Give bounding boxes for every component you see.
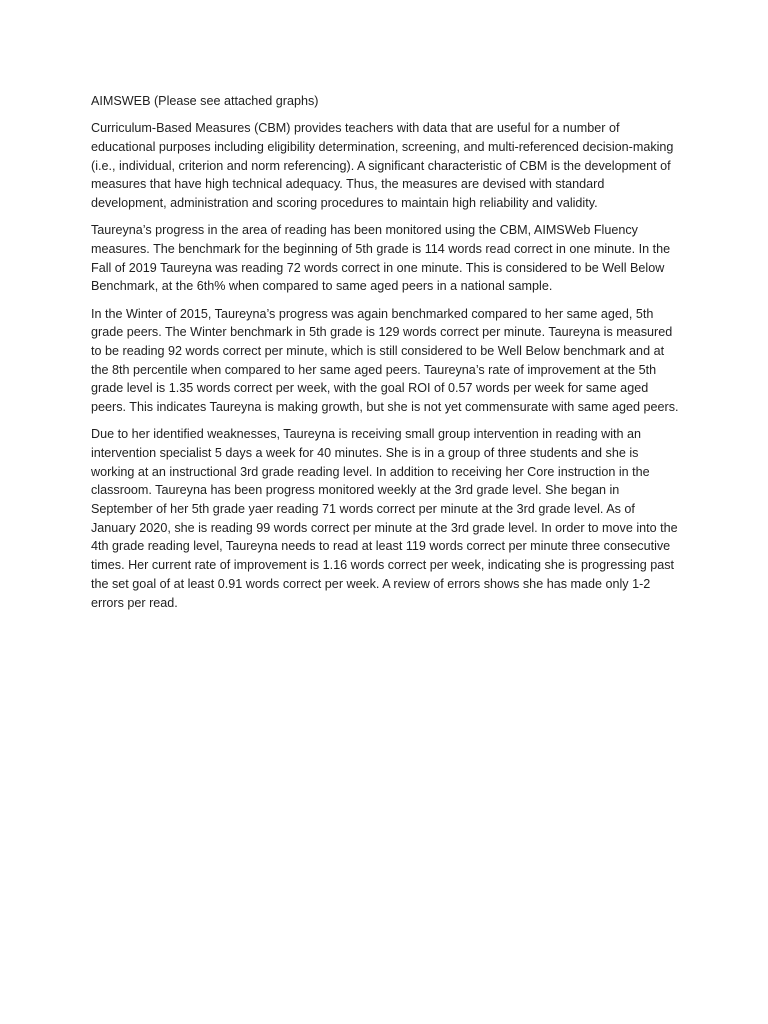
- paragraph-winter-benchmark: In the Winter of 2015, Taureyna’s progress was again benchmarked compared to her same aged, 5th grade peers. The Winter benchmark in 5th grade is 129 words correct per minute. Taureyna is measured to be reading 92 words correct per minute, which is still considered to be Well Below benchmark and at the 8th percentile when compared to her same aged peers. Taureyna’s rate of improvement at the 5th grade level is 1.35 words correct per week, with the goal ROI of 0.57 words per week for same aged peers. This indicates Taureyna is making growth, but she is not yet commensurate with same aged peers.: [91, 306, 679, 415]
- document-heading: AIMSWEB (Please see attached graphs): [91, 94, 319, 108]
- paragraph-cbm-overview: Curriculum-Based Measures (CBM) provides teachers with data that are useful for a number of educational purposes including eligibility determination, screening, and multi-referenced decision-making (i.e., individual, criterion and norm referencing). A significant characteristic of CBM is the development of measures that have high technical adequacy. Thus, the measures are devised with standard development, administration and scoring procedures to maintain high reliability and validity.: [91, 121, 674, 211]
- paragraph-intervention: Due to her identified weaknesses, Taureyna is receiving small group intervention in reading with an intervention specialist 5 days a week for 40 minutes. She is in a group of three students and she is working at an instructional 3rd grade reading level. In addition to receiving her Core instruction in the classroom. Taureyna has been progress monitored weekly at the 3rd grade level. She began in September of her 5th grade yaer reading 71 words correct per minute at the 3rd grade level. As of January 2020, she is reading 99 words correct per minute at the 3rd grade level. In order to move into the 4th grade reading level, Taureyna needs to read at least 119 words correct per minute three consecutive times. Her current rate of improvement is 1.16 words correct per week, indicating she is progressing past the set goal of at least 0.91 words correct per week. A review of errors shows she has made only 1-2 errors per read.: [91, 427, 678, 610]
- document-body: [91, 92, 681, 621]
- paragraph-fall-benchmark: Taureyna’s progress in the area of reading has been monitored using the CBM, AIMSWeb Fluency measures. The benchmark for the beginning of 5th grade is 114 words read correct in one minute. In the Fall of 2019 Taureyna was reading 72 words correct in one minute. This is considered to be Well Below Benchmark, at the 6th% when compared to same aged peers in a national sample.: [91, 223, 671, 294]
